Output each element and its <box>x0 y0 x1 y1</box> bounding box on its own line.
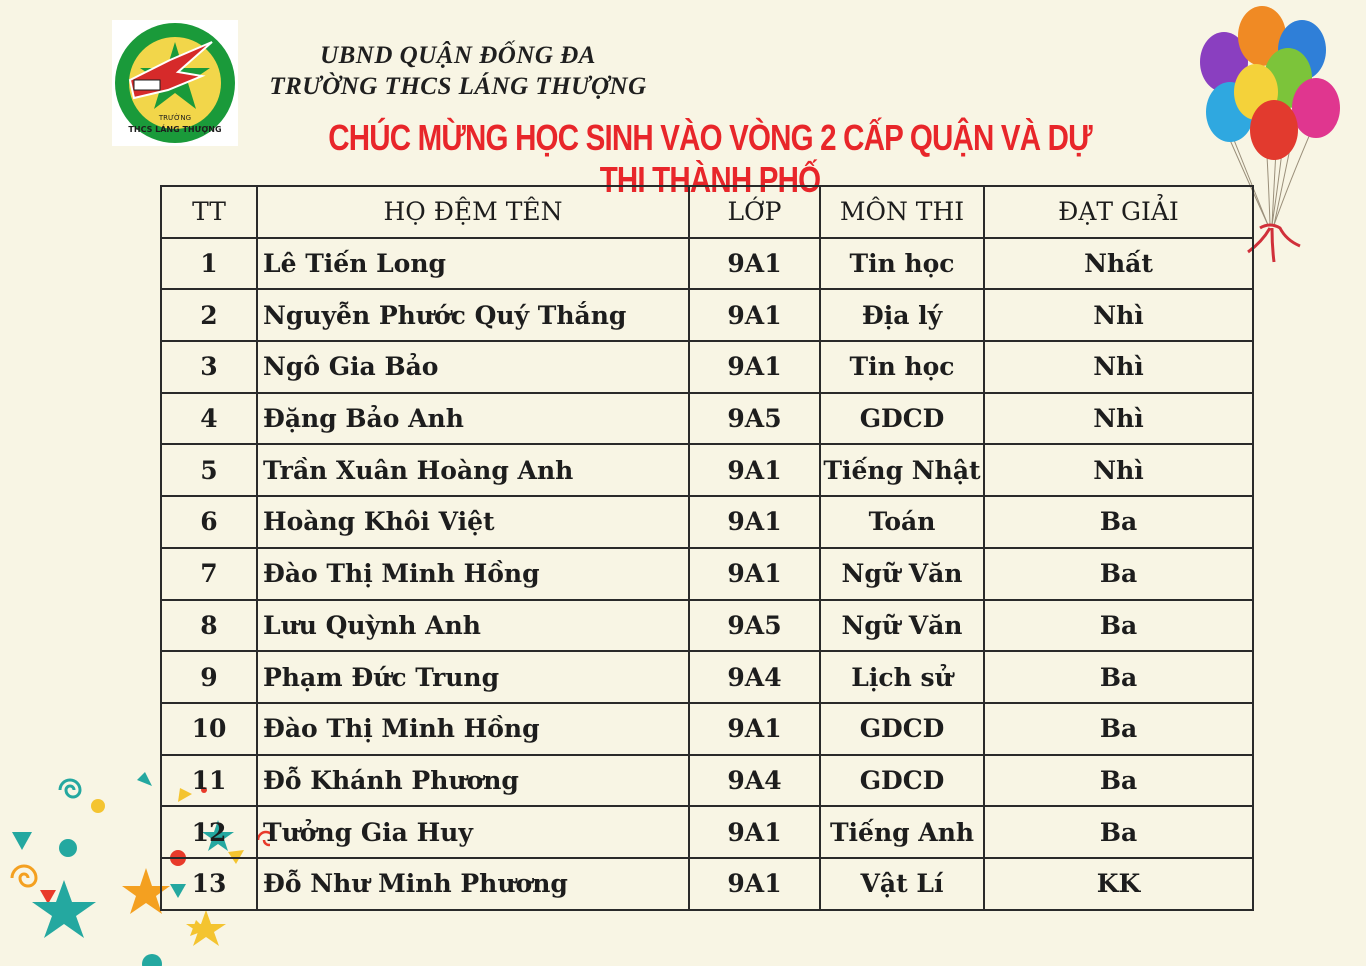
cell-award: KK <box>984 858 1253 910</box>
cell-tt: 11 <box>161 755 257 807</box>
cell-subject: Tiếng Anh <box>820 806 984 858</box>
cell-tt: 3 <box>161 341 257 393</box>
cell-award: Nhì <box>984 289 1253 341</box>
cell-name: Đào Thị Minh Hồng <box>257 548 689 600</box>
cell-class: 9A1 <box>689 444 820 496</box>
header-name: HỌ ĐỆM TÊN <box>257 186 689 238</box>
table-row <box>161 755 1253 807</box>
header-subject: MÔN THI <box>820 186 984 238</box>
table-row <box>161 341 1253 393</box>
cell-tt: 6 <box>161 496 257 548</box>
cell-tt: 12 <box>161 806 257 858</box>
logo-ring-text: THCS LÁNG THƯỢNG <box>128 125 222 134</box>
cell-subject: GDCD <box>820 703 984 755</box>
cell-class: 9A1 <box>689 703 820 755</box>
cell-tt: 4 <box>161 393 257 445</box>
cell-subject: Ngữ Văn <box>820 600 984 652</box>
table-row <box>161 289 1253 341</box>
cell-tt: 10 <box>161 703 257 755</box>
school-logo <box>112 20 238 146</box>
cell-class: 9A1 <box>689 238 820 290</box>
table-header-row <box>161 186 1253 238</box>
cell-name: Tưởng Gia Huy <box>257 806 689 858</box>
cell-class: 9A5 <box>689 600 820 652</box>
cell-class: 9A5 <box>689 393 820 445</box>
table-row <box>161 496 1253 548</box>
table-row <box>161 238 1253 290</box>
table-row <box>161 806 1253 858</box>
table-row <box>161 444 1253 496</box>
table-row <box>161 393 1253 445</box>
cell-name: Hoàng Khôi Việt <box>257 496 689 548</box>
cell-subject: GDCD <box>820 393 984 445</box>
cell-subject: Tin học <box>820 238 984 290</box>
cell-subject: Tin học <box>820 341 984 393</box>
cell-tt: 13 <box>161 858 257 910</box>
cell-award: Ba <box>984 755 1253 807</box>
cell-class: 9A1 <box>689 548 820 600</box>
cell-subject: Lịch sử <box>820 651 984 703</box>
cell-award: Ba <box>984 548 1253 600</box>
cell-subject: Toán <box>820 496 984 548</box>
table-row <box>161 651 1253 703</box>
cell-tt: 5 <box>161 444 257 496</box>
cell-name: Đỗ Như Minh Phương <box>257 858 689 910</box>
cell-award: Ba <box>984 703 1253 755</box>
cell-class: 9A1 <box>689 858 820 910</box>
table-row <box>161 548 1253 600</box>
org-line-1: UBND QUẬN ĐỐNG ĐA <box>320 42 596 69</box>
cell-subject: Địa lý <box>820 289 984 341</box>
cell-award: Ba <box>984 496 1253 548</box>
cell-tt: 1 <box>161 238 257 290</box>
results-table <box>160 185 1254 911</box>
cell-award: Nhì <box>984 444 1253 496</box>
cell-subject: Tiếng Nhật <box>820 444 984 496</box>
cell-name: Đặng Bảo Anh <box>257 393 689 445</box>
cell-award: Ba <box>984 651 1253 703</box>
cell-name: Lê Tiến Long <box>257 238 689 290</box>
cell-class: 9A4 <box>689 755 820 807</box>
cell-class: 9A1 <box>689 341 820 393</box>
cell-subject: Ngữ Văn <box>820 548 984 600</box>
cell-name: Trần Xuân Hoàng Anh <box>257 444 689 496</box>
cell-subject: Vật Lí <box>820 858 984 910</box>
table-row <box>161 600 1253 652</box>
cell-name: Lưu Quỳnh Anh <box>257 600 689 652</box>
cell-name: Ngô Gia Bảo <box>257 341 689 393</box>
cell-name: Nguyễn Phước Quý Thắng <box>257 289 689 341</box>
cell-subject: GDCD <box>820 755 984 807</box>
cell-tt: 9 <box>161 651 257 703</box>
cell-name: Phạm Đức Trung <box>257 651 689 703</box>
cell-award: Ba <box>984 806 1253 858</box>
cell-tt: 2 <box>161 289 257 341</box>
page-title: CHÚC MỪNG HỌC SINH VÀO VÒNG 2 CẤP QUẬN VÀ DỰ THI THÀNH PHỐ <box>328 117 1092 200</box>
cell-tt: 7 <box>161 548 257 600</box>
cell-class: 9A4 <box>689 651 820 703</box>
cell-award: Nhì <box>984 341 1253 393</box>
header-class: LỚP <box>689 186 820 238</box>
cell-award: Nhất <box>984 238 1253 290</box>
table-row <box>161 858 1253 910</box>
cell-name: Đỗ Khánh Phương <box>257 755 689 807</box>
cell-class: 9A1 <box>689 496 820 548</box>
cell-name: Đào Thị Minh Hồng <box>257 703 689 755</box>
logo-top-text: TRƯỜNG <box>158 114 192 122</box>
header-tt: TT <box>161 186 257 238</box>
org-line-2: TRƯỜNG THCS LÁNG THƯỢNG <box>269 73 647 100</box>
cell-class: 9A1 <box>689 289 820 341</box>
cell-class: 9A1 <box>689 806 820 858</box>
cell-award: Ba <box>984 600 1253 652</box>
table-row <box>161 703 1253 755</box>
cell-tt: 8 <box>161 600 257 652</box>
cell-award: Nhì <box>984 393 1253 445</box>
header-award: ĐẠT GIẢI <box>984 186 1253 238</box>
